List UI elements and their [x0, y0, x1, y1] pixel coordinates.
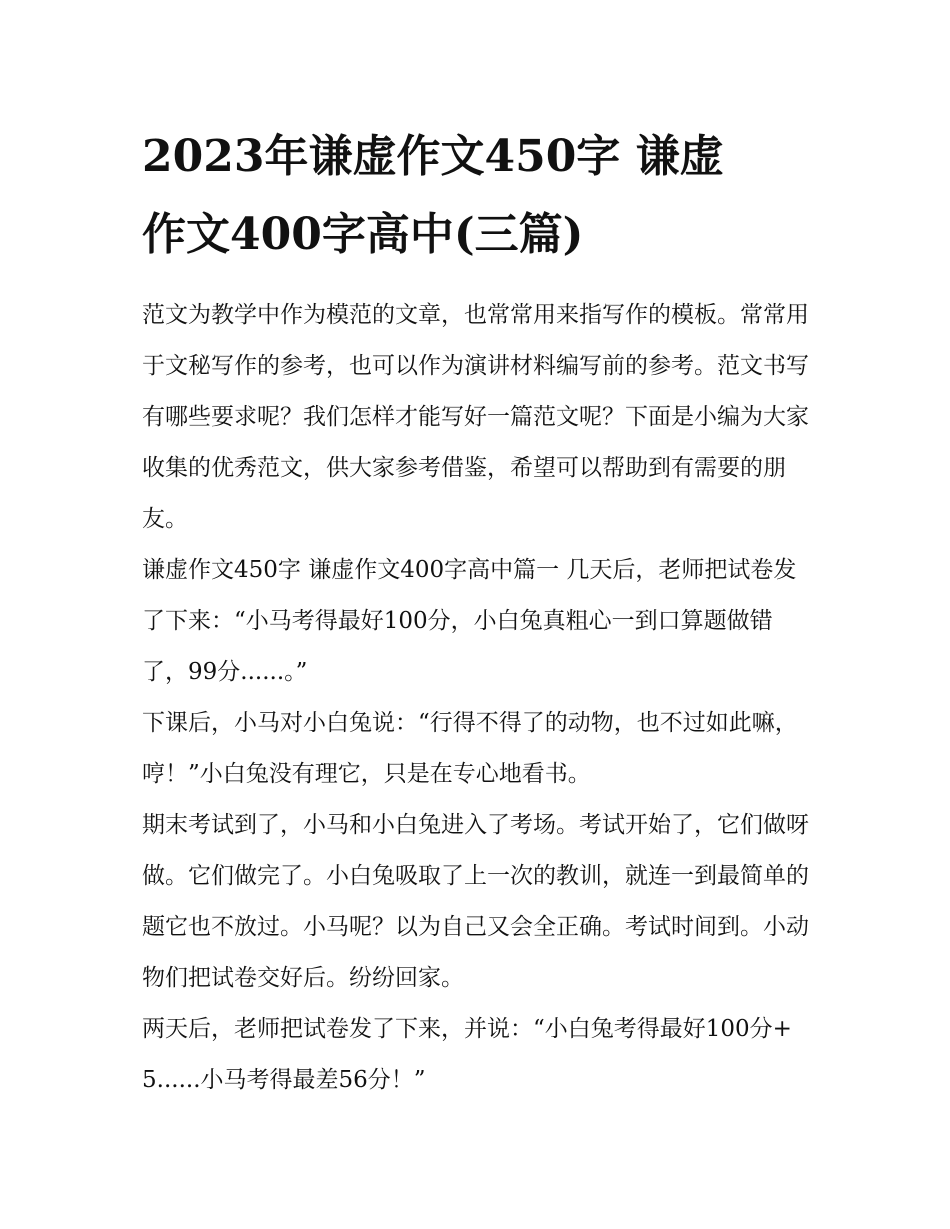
paragraph-essay-start: 谦虚作文450字 谦虚作文400字高中篇一 几天后，老师把试卷发了下来：“小马考得最好100分，小白兔真粗心一到口算题做错了，99分......。” — [142, 557, 797, 685]
title-line-1: 2023年谦虚作文450字 谦虚 — [142, 131, 724, 182]
paragraph-final-exam: 期末考试到了，小马和小白兔进入了考场。考试开始了，它们做呀做。它们做完了。小白兔吸取了上一次的教训，就连一到最简单的题它也不放过。小马呢？以为自己又会全正确。考试时间到。小动物们把试卷交好后。纷纷回家。 — [142, 812, 809, 991]
paragraph-results: 两天后，老师把试卷发了下来，并说：“小白兔考得最好100分+5......小马考得最差56分！” — [142, 1016, 792, 1093]
document-body — [142, 290, 814, 1106]
title-line-2: 作文400字高中(三篇) — [142, 209, 584, 260]
paragraph-after-class: 下课后，小马对小白兔说：“行得不得了的动物，也不过如此嘛，哼！”小白兔没有理它，只是在专心地看书。 — [142, 710, 798, 787]
document-content — [142, 118, 814, 1106]
paragraph-intro: 范文为教学中作为模范的文章，也常常用来指写作的模板。常常用于文秘写作的参考，也可以作为演讲材料编写前的参考。范文书写有哪些要求呢？我们怎样才能写好一篇范文呢？下面是小编为大家收集的优秀范文，供大家参考借鉴，希望可以帮助到有需要的朋友。 — [142, 302, 809, 532]
page-title — [142, 118, 814, 274]
